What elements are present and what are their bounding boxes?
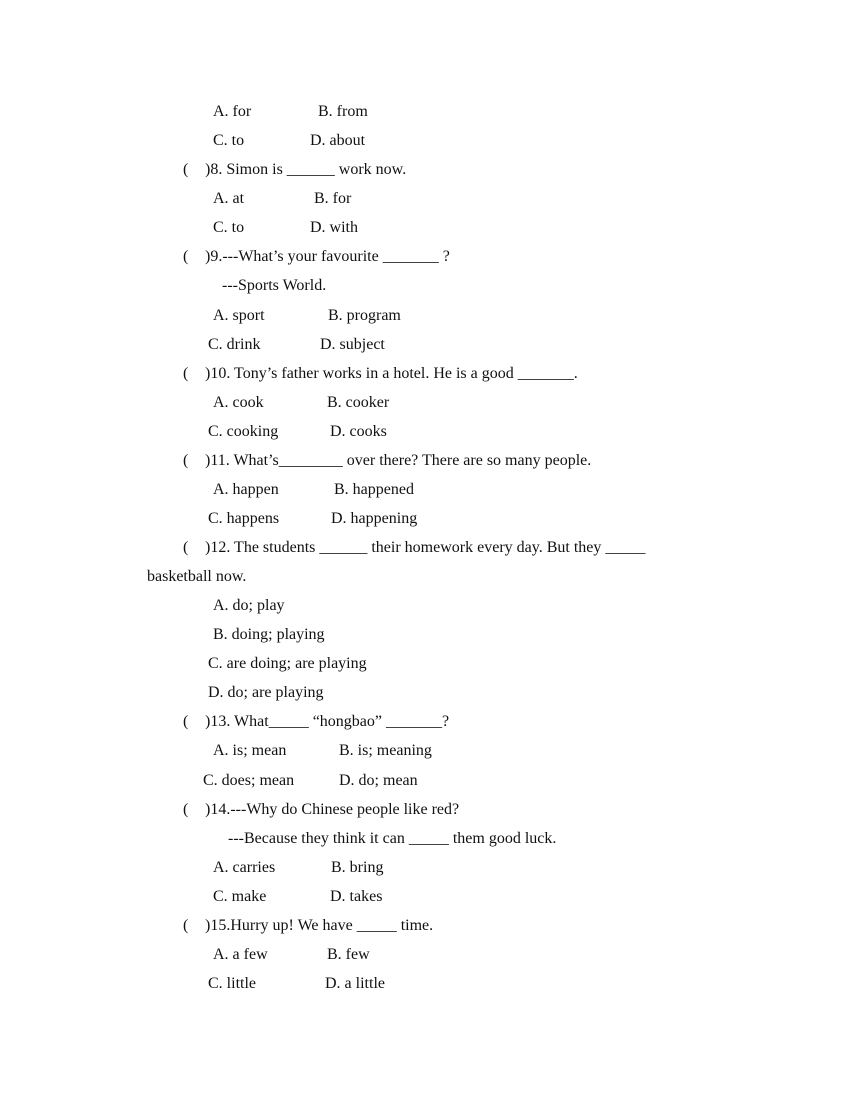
option-text: D. a little (325, 975, 385, 992)
option-text: A. sport (213, 307, 265, 324)
option-text: B. happened (334, 481, 414, 498)
question-text: )12. The students ______ their homework every day. But they _____ (205, 539, 646, 556)
question-text: )11. What’s________ over there? There are so many people. (205, 452, 592, 469)
answer-paren: ( (183, 452, 189, 469)
question-text: )10. Tony’s father works in a hotel. He is a good _______. (205, 365, 578, 382)
option-text: C. drink (208, 336, 261, 353)
text-line: C. are doing; are playing (208, 655, 367, 672)
text-line: ---Sports World. (222, 277, 327, 294)
text-line: basketball now. (147, 568, 247, 585)
option-text: A. carries (213, 859, 276, 876)
option-text: A. is; mean (213, 742, 287, 759)
option-text: A. a few (213, 946, 268, 963)
option-text: D. takes (330, 888, 383, 905)
answer-paren: ( (183, 917, 189, 934)
answer-paren: ( (183, 713, 189, 730)
option-text: B. from (318, 103, 368, 120)
option-text: D. do; mean (339, 772, 418, 789)
option-text: B. cooker (327, 394, 390, 411)
option-text: D. happening (331, 510, 418, 527)
option-text: A. at (213, 190, 245, 207)
question-text: )13. What_____ “hongbao” _______? (205, 713, 450, 730)
option-text: A. cook (213, 394, 264, 411)
answer-paren: ( (183, 801, 189, 818)
text-line: B. doing; playing (213, 626, 325, 643)
option-text: C. make (213, 888, 267, 905)
option-text: D. about (310, 132, 366, 149)
question-text: )15.Hurry up! We have _____ time. (205, 917, 434, 934)
option-text: C. cooking (208, 423, 279, 440)
option-text: B. is; meaning (339, 742, 432, 759)
text-line: A. do; play (213, 597, 285, 614)
answer-paren: ( (183, 161, 189, 178)
answer-paren: ( (183, 539, 189, 556)
option-text: B. for (314, 190, 352, 207)
option-text: D. cooks (330, 423, 387, 440)
text-line: ---Because they think it can _____ them good luck. (228, 830, 557, 847)
question-text: )9.---What’s your favourite _______ ? (205, 248, 450, 265)
option-text: C. little (208, 975, 256, 992)
option-text: B. bring (331, 859, 384, 876)
option-text: A. happen (213, 481, 279, 498)
option-text: D. subject (320, 336, 385, 353)
option-text: C. to (213, 132, 245, 149)
option-text: C. does; mean (203, 772, 295, 789)
option-text: B. program (328, 307, 401, 324)
question-text: )8. Simon is ______ work now. (205, 161, 407, 178)
answer-paren: ( (183, 365, 189, 382)
option-text: A. for (213, 103, 252, 120)
text-line: D. do; are playing (208, 684, 324, 701)
question-text: )14.---Why do Chinese people like red? (205, 801, 460, 818)
option-text: C. happens (208, 510, 280, 527)
option-text: D. with (310, 219, 358, 236)
answer-paren: ( (183, 248, 189, 265)
option-text: C. to (213, 219, 245, 236)
option-text: B. few (327, 946, 370, 963)
